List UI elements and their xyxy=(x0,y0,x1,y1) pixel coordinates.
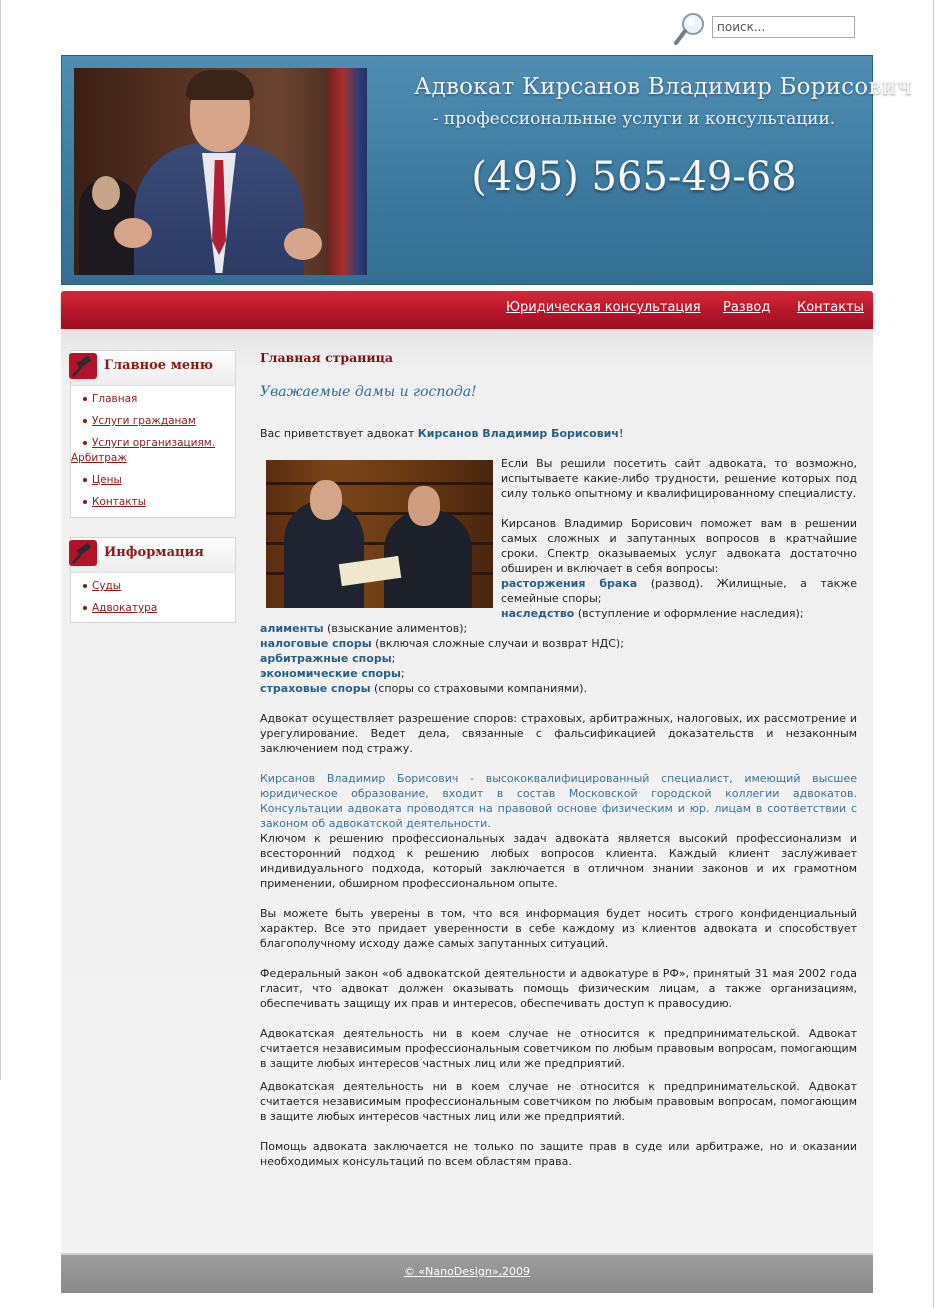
main-menu-header xyxy=(71,351,235,386)
info-item-bar[interactable] xyxy=(83,601,227,616)
nav-legal-consultation[interactable]: Юридическая консультация xyxy=(506,300,701,315)
right-edge-line xyxy=(933,0,934,1308)
info-header xyxy=(71,538,235,573)
menu-item-organizations[interactable] xyxy=(71,436,227,466)
menu-link-arbitration[interactable]: Арбитраж xyxy=(71,452,127,464)
nav-contacts[interactable]: Контакты xyxy=(797,300,864,315)
gavel-icon xyxy=(67,536,103,570)
para-qualification: Кирсанов Владимир Борисович - высококвалифицированный специалист, имеющий высшее юридическое образование, входит в состав Московской городской коллегии адвокатов. Консультации адвоката проводятся на правовой основе физическим и юр. лицам в соответствии с законом об адвокатской деятельности. xyxy=(260,772,857,830)
menu-link-prices[interactable]: Цены xyxy=(92,474,122,486)
main-menu-box xyxy=(70,350,236,518)
welcome-text: Вас приветствует адвокат Кирсанов Владимир Борисович! xyxy=(260,427,624,440)
para-approach: Ключом к решению профессиональных задач адвоката является высокий профессионализм и всесторонний подход к решению любых вопросов клиента. Каждый клиент заслуживает индивидуального подхода, который заключается в отличном знании законов и их грамотном применении, обширном профессиональном опыте. xyxy=(260,832,857,890)
footer xyxy=(61,1253,873,1293)
info-title: Информация xyxy=(104,545,204,560)
search-input[interactable] xyxy=(712,16,855,38)
info-link-bar[interactable]: Адвокатура xyxy=(92,602,158,614)
service-item: налоговые споры (включая сложные случаи и возврат НДС); xyxy=(260,637,624,650)
para-activity-2: Адвокатская деятельность ни в коем случае не относится к предпринимательской. Адвокат считается независимым профессиональным советчиком по любым правовым вопросам, помогающим в защите любых интересов частных лиц или же предприятий. xyxy=(260,1080,857,1123)
para-confidential: Вы можете быть уверены в том, что вся информация будет носить строго конфиденциальный характер. Все это придает уверенности в себе каждому из клиентов адвоката и способствует благополучному исходу даже самых запутанных ситуаций. xyxy=(260,907,857,950)
footer-copyright-link[interactable]: © «NanoDesign»,2009 xyxy=(403,1265,531,1278)
para-disputes: Адвокат осуществляет разрешение споров: страховых, арбитражных, налоговых, их рассмотрение и урегулирование. Ведет дела, связанные с фальсификацией доказательств и незаконным заключением под стражу. xyxy=(260,712,857,755)
menu-item-citizens[interactable] xyxy=(83,414,227,429)
service-item: расторжения брака (развод). Жилищные, а также семейные споры; xyxy=(501,577,857,605)
menu-link-home[interactable]: Главная xyxy=(92,393,138,405)
greeting: Уважаемые дамы и господа! xyxy=(260,384,477,400)
menu-link-citizens[interactable]: Услуги гражданам xyxy=(92,415,196,427)
para-services: Кирсанов Владимир Борисович поможет вам в решении самых сложных и запутанных вопросов в кратчайшие сроки. Спектр оказываемых услуг адвоката достаточно обширен и включает в себя вопросы: xyxy=(501,517,857,575)
info-link-courts[interactable]: Суды xyxy=(92,580,122,592)
left-edge-line xyxy=(0,0,1,1080)
service-item: наследство (вступление и оформление наследия); xyxy=(501,607,804,620)
menu-item-home[interactable] xyxy=(83,392,227,407)
menu-link-organizations[interactable]: Услуги организациям. xyxy=(92,437,216,449)
search-icon[interactable] xyxy=(672,10,708,48)
main-menu-title: Главное меню xyxy=(104,358,213,373)
service-item: алименты (взыскание алиментов); xyxy=(260,622,468,635)
lawyer-name: Кирсанов Владимир Борисович xyxy=(417,427,619,440)
info-box xyxy=(70,537,236,623)
header-banner xyxy=(61,55,913,285)
info-item-courts[interactable] xyxy=(83,579,227,594)
header-subtitle: - профессиональные услуги и консультации. xyxy=(432,109,836,129)
gavel-icon xyxy=(67,349,103,383)
menu-item-contacts[interactable] xyxy=(83,495,227,510)
nav-divorce[interactable]: Развод xyxy=(723,300,771,315)
top-navigation xyxy=(61,291,873,329)
service-item: страховые споры (споры со страховыми компаниями). xyxy=(260,682,588,695)
para-help: Помощь адвоката заключается не только по защите прав в суде или арбитраже, но и оказании необходимых консультаций по всем областям права. xyxy=(260,1140,857,1168)
page-title: Главная страница xyxy=(260,350,394,365)
header-phone: (495) 565-49-68 xyxy=(471,154,797,200)
menu-item-prices[interactable] xyxy=(83,473,227,488)
para-activity-1: Адвокатская деятельность ни в коем случае не относится к предпринимательской. Адвокат считается независимым профессиональным советчиком по любым правовым вопросам, помогающим в защите любых интересов частных лиц или же предприятий. xyxy=(260,1027,857,1070)
menu-link-contacts[interactable]: Контакты xyxy=(92,496,147,508)
main-content xyxy=(260,350,857,1169)
para-intro: Если Вы решили посетить сайт адвоката, то возможно, испытываете какие-либо трудности, решение которых под силу только опытному и квалифицированному специалисту. xyxy=(501,457,857,500)
lawyer-photo xyxy=(74,68,367,275)
service-item: арбитражные споры; xyxy=(260,652,396,665)
para-federal-law: Федеральный закон «об адвокатской деятельности и адвокатуре в РФ», принятый 31 мая 2002 года гласит, что адвокат должен оказывать помощь физическим лицам, а также организациям, обеспечивать защищу их прав и интересов, обеспечивать доступ к правосудию. xyxy=(260,967,857,1010)
header-title: Адвокат Кирсанов Владимир Борисович xyxy=(414,74,913,100)
service-item: экономические споры; xyxy=(260,667,405,680)
lawyers-library-photo xyxy=(266,460,493,608)
